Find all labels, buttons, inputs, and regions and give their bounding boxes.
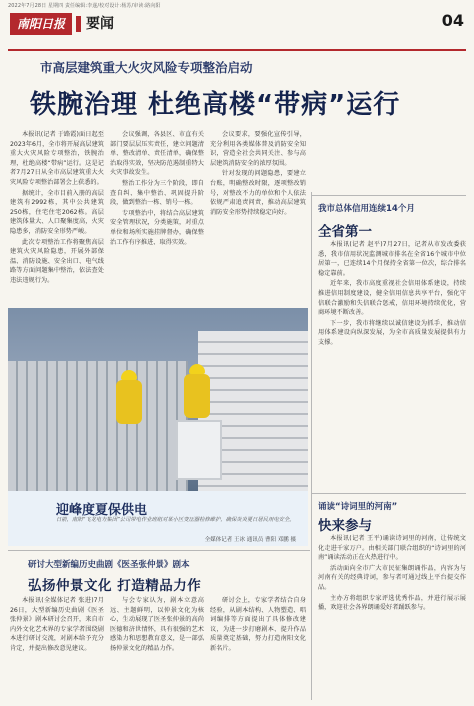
paragraph: 专项整治中，将结合高层建筑安全管理状况，分类施策，对重点单位和场所实施挂牌督办，确保整治工作有序推进、取得实效。 xyxy=(110,209,204,246)
photo-building xyxy=(8,361,188,491)
paragraph: 本报讯(记者 于路霞)面日起至2023年6月，全市将开展高层建筑重大火灾风险专项整治，铁腕治理，杜绝高楼“带病”运行。这是记者7月27日从全市高层建筑重大火灾风险专项整治部署会上获悉的。 xyxy=(10,131,104,186)
date-meta-line: 2022年7月28日 星期四 责任编辑:李遂/校对设计:杨苏/审读:路向阳 xyxy=(8,3,161,9)
page-header xyxy=(0,9,474,51)
paragraph: 主办方将组织专家评选优秀作品，并进行展示展播，欢迎社会各界朗诵爱好者踊跃参与。 xyxy=(318,594,466,612)
lead-column-1 xyxy=(10,130,104,306)
divider xyxy=(312,195,466,196)
side-story-headline: 全省第一 xyxy=(318,224,372,240)
divider xyxy=(312,493,466,494)
side-story-2-kicker: 诵读“诗词里的河南” xyxy=(318,502,398,512)
lead-column-3 xyxy=(210,130,306,306)
lead-kicker: 市高层建筑重大火灾风险专项整治启动 xyxy=(40,60,253,75)
bottom-column-2 xyxy=(110,596,204,700)
photo-bucket xyxy=(176,420,222,480)
lead-column-2 xyxy=(110,130,204,306)
bottom-story-kicker: 研讨大型新编历史曲剧《医圣张仲景》剧本 xyxy=(28,560,190,570)
paragraph: 下一步，我市将继续以诚信建设为抓手，推动信用体系建设向纵深发展，为全市高质量发展提供有力支撑。 xyxy=(318,319,466,346)
paragraph: 此次专项整治工作将聚焦高层建筑火灾风险隐患，开展外部保温、消防设施、安全出口、电气线路等方面问题集中整治，依法查处违法违规行为。 xyxy=(10,238,104,284)
bottom-column-1 xyxy=(10,596,104,700)
lead-headline: 铁腕治理 杜绝高楼“带病”运行 xyxy=(30,90,401,120)
side-story-2-body xyxy=(318,534,466,700)
paragraph: 研讨会上，专家学者结合自身经验，从剧本结构、人物塑造、唱词编排等方面提出了具体修改建议，为进一步打磨剧本、提升作品质量奠定基础，努力打造南阳文化新名片。 xyxy=(210,597,306,652)
news-photo xyxy=(8,308,308,491)
bottom-column-3 xyxy=(210,596,306,700)
photo-helmet xyxy=(189,364,205,374)
photo-credit: 全媒体记者 王冰 通讯员 曹阳 邓鹏 摄 xyxy=(204,537,296,543)
bottom-story-headline: 弘扬仲景文化 打造精品力作 xyxy=(28,578,202,594)
photo-caption-box xyxy=(8,491,308,546)
paragraph: 近年来，我市高度重视社会信用体系建设，持续推进信用制度建设，健全信用信息共享平台，强化守信联合激励和失信联合惩戒，信用环境持续优化，营商环境不断改善。 xyxy=(318,280,466,317)
paragraph: 整治工作分为三个阶段，即自查自纠、集中整治、巩固提升阶段，做到整治一栋、销号一栋。 xyxy=(110,179,204,207)
photo-helmet xyxy=(121,370,137,380)
side-story-kicker: 我市总体信用连续14个月 xyxy=(318,204,415,214)
paragraph: 针对发现的问题隐患，要建立台账，明确整改时限，逐项整改销号，对整改不力的单位和个人依法依规严肃追责问责，推动高层建筑消防安全形势持续稳定向好。 xyxy=(210,170,306,216)
page-number: 04 xyxy=(441,11,464,30)
divider xyxy=(8,550,310,551)
section-title: 要闻 xyxy=(86,16,114,32)
caption-title: 迎峰度夏保供电 xyxy=(56,503,148,518)
paragraph: 活动面向全市广大市民征集朗诵作品，内容为与河南有关的经典诗词，参与者可通过线上平台提交作品。 xyxy=(318,564,466,591)
photo-worker xyxy=(184,374,210,418)
header-rule xyxy=(8,49,466,51)
paragraph: 本报讯(记者 赵平)7月27日，记者从市发改委获悉，我市信用状况监测城市排名在全省16个城市中位居第一，已连续14个月保持全省第一位次，综合排名稳定靠前。 xyxy=(318,241,466,277)
paragraph: 会议强调，各县区、市直有关部门要层层压实责任，建立问题清单、整改清单、责任清单，确保整治取得实效，坚决防范遏制重特大火灾事故发生。 xyxy=(110,131,204,177)
masthead-logo: 南阳日报 xyxy=(10,13,72,35)
side-story-body xyxy=(318,240,466,488)
paragraph: 据统计，全市目前入册的高层建筑有2992栋，其中公共建筑250栋，住宅住宅2062栋。高层建筑体量大、人口聚集度高，火灾隐患多，消防安全形势严峻。 xyxy=(10,189,104,235)
paragraph: 本报讯(全媒体记者 张进)7月26日，大型新编历史曲剧《医圣张仲景》剧本研讨会召开，来自市内外文化艺术界的专家学者围绕剧本进行研讨交流，对剧本给予充分肯定，并提出修改意见建议。 xyxy=(10,597,104,652)
paragraph: 与会专家认为，剧本立意高远、主题鲜明，以仲景文化为核心，生动展现了医圣张仲景的高尚医德和济世情怀，具有很强的艺术感染力和思想教育意义，是一部弘扬仲景文化的精品力作。 xyxy=(110,597,204,652)
side-story-2-headline: 快来参与 xyxy=(318,518,372,534)
caption-text: 日前，南阳“飞龙电力集团”公司带电作业班组对某小区变压器检修维护，确保炎炎夏日居民用电安全。 xyxy=(56,517,295,523)
paragraph: 本报讯(记者 王平)诵读诗词里的河南，让传统文化走进千家万户。由相关部门联合组织的“诗词里的河南”诵读活动正在火热进行中。 xyxy=(318,535,466,562)
section-marker xyxy=(76,16,81,32)
photo-worker xyxy=(116,380,142,424)
paragraph: 会议要求，要强化宣传引导，充分利用各类媒体普及消防安全知识，营造全社会共同关注、参与高层建筑消防安全的浓厚氛围。 xyxy=(210,131,306,167)
column-divider xyxy=(311,192,312,700)
